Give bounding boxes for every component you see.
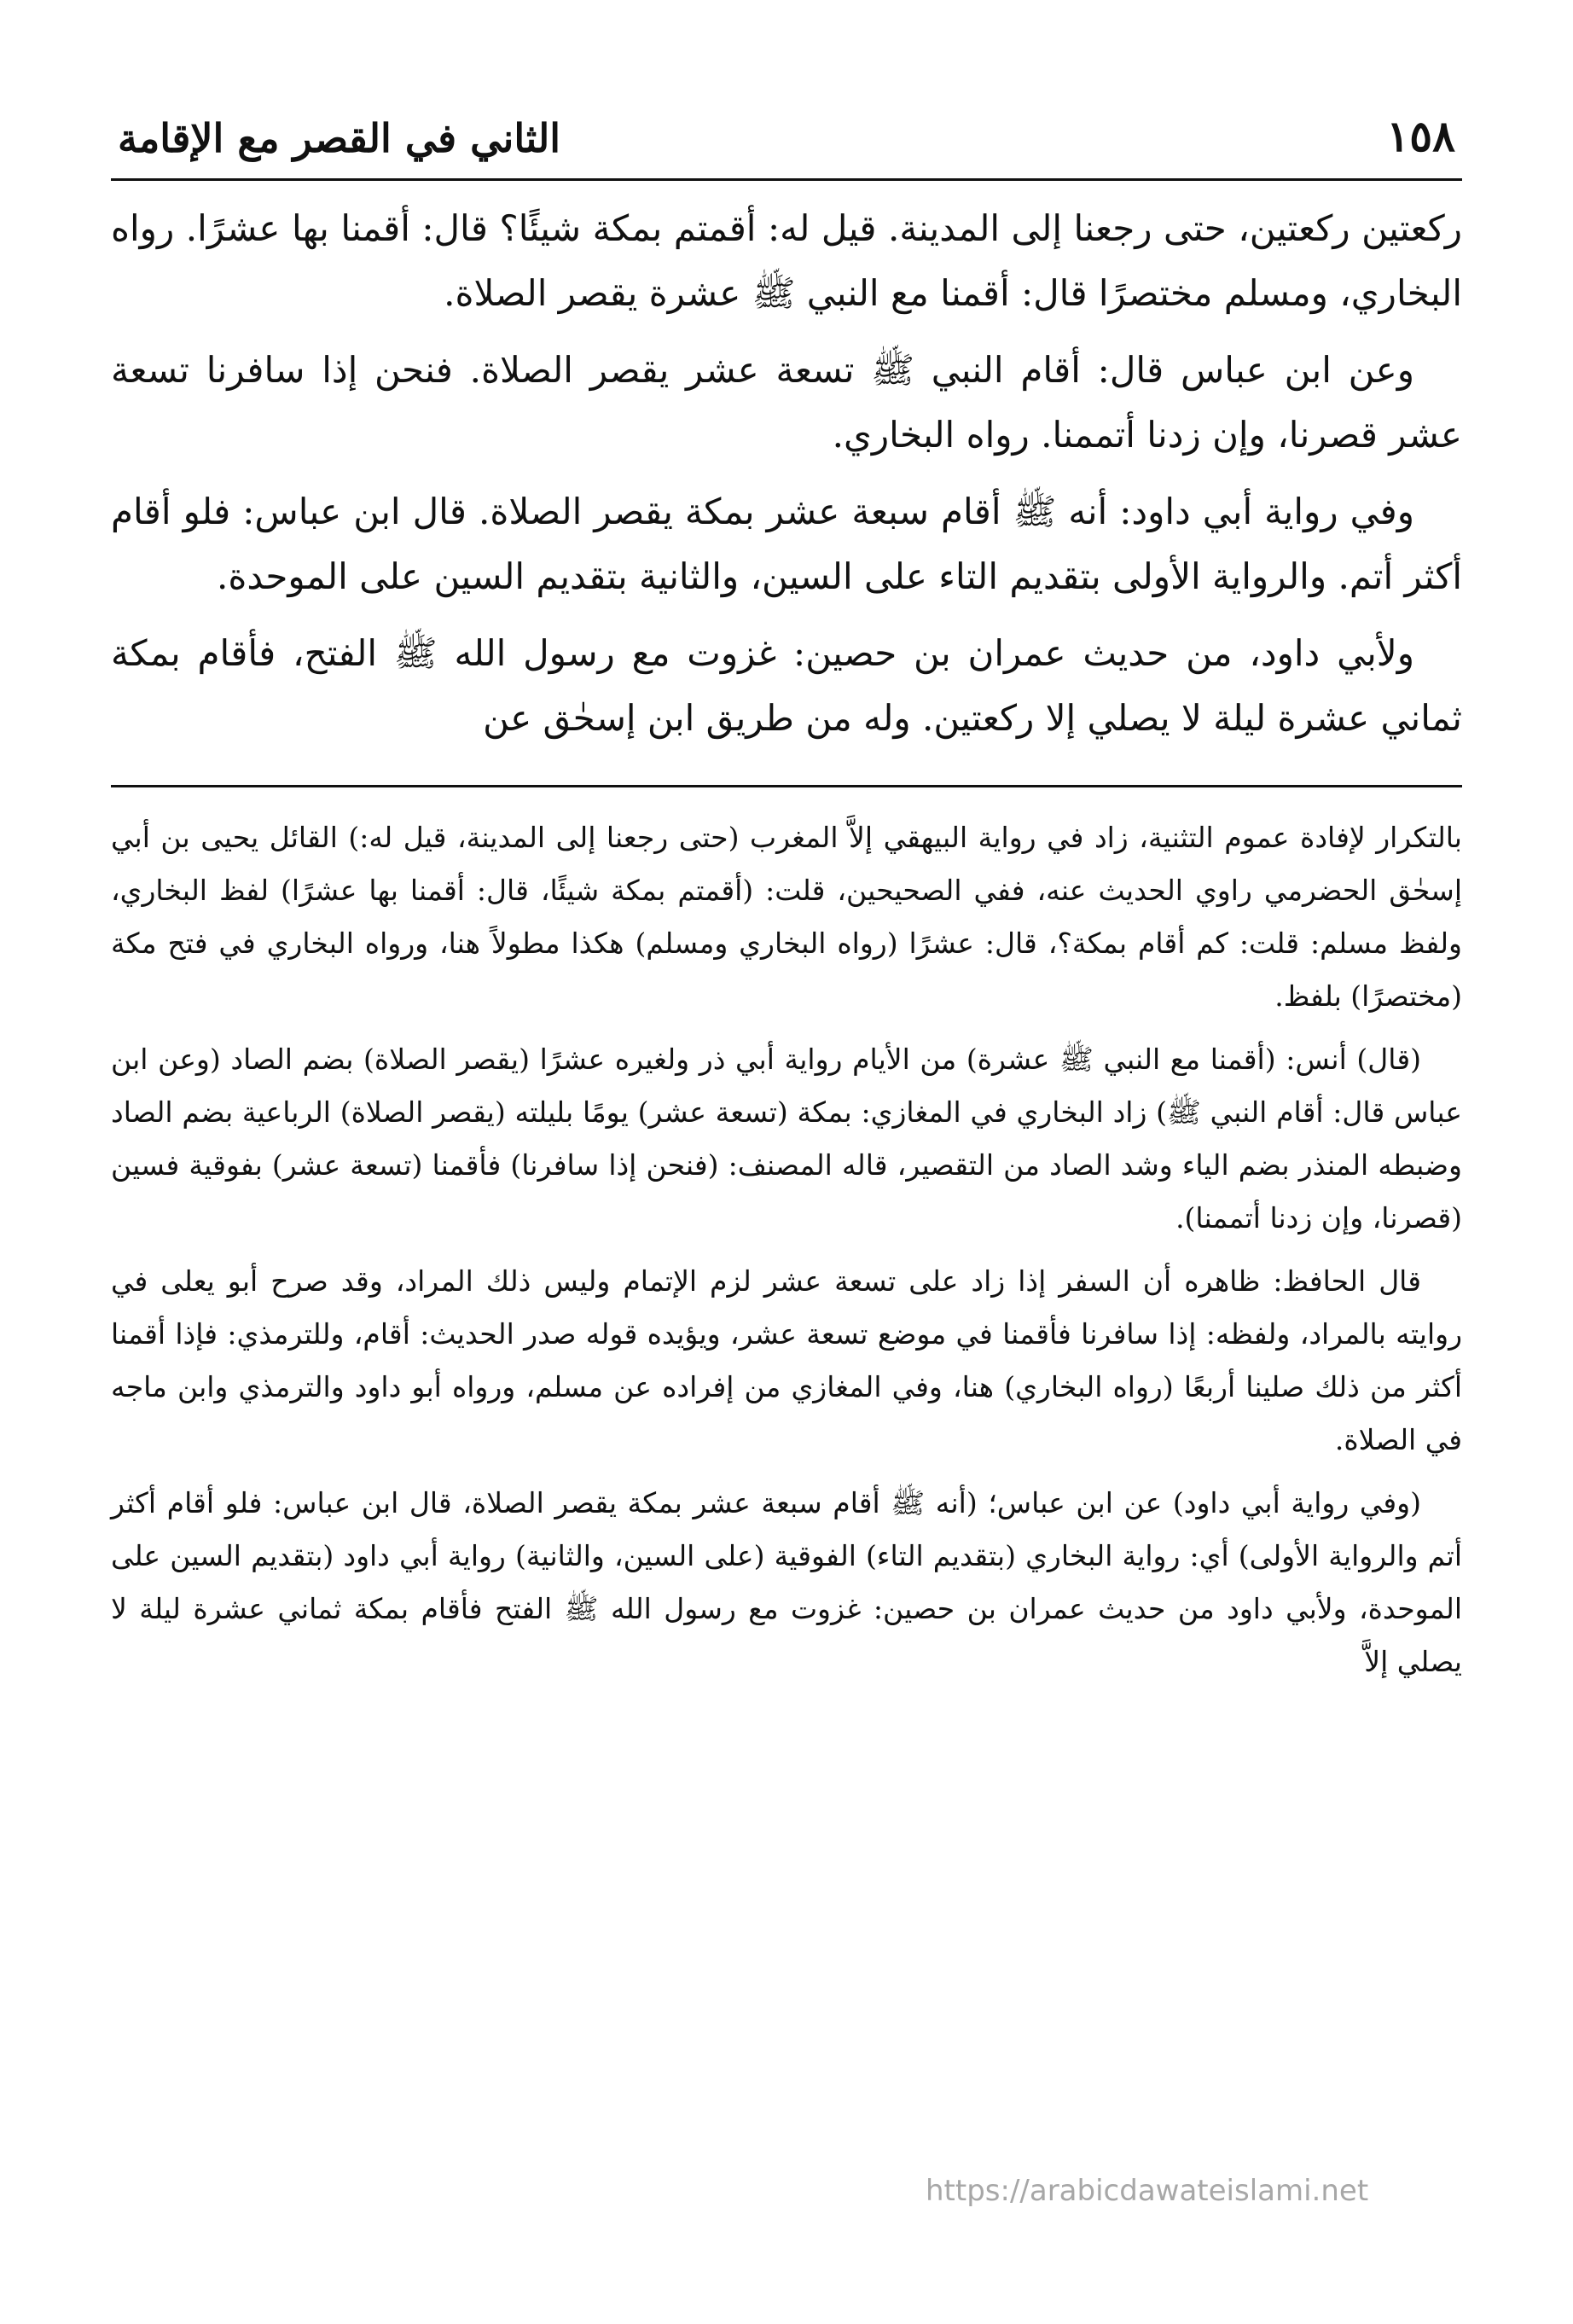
footnote-divider [111, 785, 1462, 787]
commentary-paragraph-4: (وفي رواية أبي داود) عن ابن عباس؛ (أنه ﷺ أقام سبعة عشر بمكة يقصر الصلاة، قال ابن عباس: فلو أقام أكثر أتم والرواية الأولى) أي: رواية البخاري (بتقديم التاء) الفوقية (على السين، والثانية) رواية أبي داود (بتقديم السين على الموحدة، ولأبي داود من حديث عمران بن حصين: غزوت مع رسول الله ﷺ الفتح فأقام بمكة ثماني عشرة ليلة لا يصلي إلاَّ [111, 1486, 1462, 1678]
commentary [111, 811, 1462, 1688]
main-text [111, 196, 1462, 751]
main-paragraph-1: ركعتين ركعتين، حتى رجعنا إلى المدينة. قيل له: أقمتم بمكة شيئًا؟ قال: أقمنا بها عشرًا. رواه البخاري، ومسلم مختصرًا قال: أقمنا مع النبي ﷺ عشرة يقصر الصلاة. [111, 207, 1462, 314]
watermark-url: https://arabicdawateislami.net [926, 2174, 1369, 2208]
commentary-paragraph-2: (قال) أنس: (أقمنا مع النبي ﷺ عشرة) من الأيام رواية أبي ذر ولغيره عشرًا (يقصر الصلاة) بضم الصاد (وعن ابن عباس قال: أقام النبي ﷺ) زاد البخاري في المغازي: بمكة (تسعة عشر) يومًا بليلته (يقصر الصلاة) الرباعية بضم الصاد وضبطه المنذر بضم الياء وشد الصاد من التقصير، قاله المصنف: (فنحن إذا سافرنا) فأقمنا (تسعة عشر) بفوقية فسين (قصرنا، وإن زدنا أتممنا). [111, 1043, 1462, 1235]
commentary-paragraph-1: بالتكرار لإفادة عموم التثنية، زاد في رواية البيهقي إلاَّ المغرب (حتى رجعنا إلى المدينة، قيل له:) القائل يحيى بن أبي إسحٰق الحضرمي راوي الحديث عنه، ففي الصحيحين، قلت: (أقمتم بمكة شيئًا، قال: أقمنا بها عشرًا) لفظ البخاري، ولفظ مسلم: قلت: كم أقام بمكة؟، قال: عشرًا (رواه البخاري ومسلم) هكذا مطولاً هنا، ورواه البخاري في فتح مكة (مختصرًا) بلفظ. [111, 821, 1462, 1013]
main-paragraph-4: ولأبي داود، من حديث عمران بن حصين: غزوت مع رسول الله ﷺ الفتح، فأقام بمكة ثماني عشرة ليلة لا يصلي إلا ركعتين. وله من طريق ابن إسحٰق عن [111, 632, 1462, 739]
page-number: ١٥٨ [1386, 111, 1455, 161]
running-title: الثاني في القصر مع الإقامة [118, 115, 561, 161]
main-paragraph-3: وفي رواية أبي داود: أنه ﷺ أقام سبعة عشر بمكة يقصر الصلاة. قال ابن عباس: فلو أقام أكثر أتم. والرواية الأولى بتقديم التاء على السين، والثانية بتقديم السين على الموحدة. [111, 491, 1462, 597]
commentary-paragraph-3: قال الحافظ: ظاهره أن السفر إذا زاد على تسعة عشر لزم الإتمام وليس ذلك المراد، وقد صرح أبو يعلى في روايته بالمراد، ولفظه: إذا سافرنا فأقمنا في موضع تسعة عشر، ويؤيده قوله صدر الحديث: أقام، وللترمذي: فإذا أقمنا أكثر من ذلك صلينا أربعًا (رواه البخاري) هنا، وفي المغازي من إفراده عن مسلم، ورواه أبو داود والترمذي وابن ماجه في الصلاة. [111, 1264, 1462, 1456]
page-header [111, 111, 1462, 181]
main-paragraph-2: وعن ابن عباس قال: أقام النبي ﷺ تسعة عشر يقصر الصلاة. فنحن إذا سافرنا تسعة عشر قصرنا، وإن زدنا أتممنا. رواه البخاري. [111, 349, 1462, 456]
